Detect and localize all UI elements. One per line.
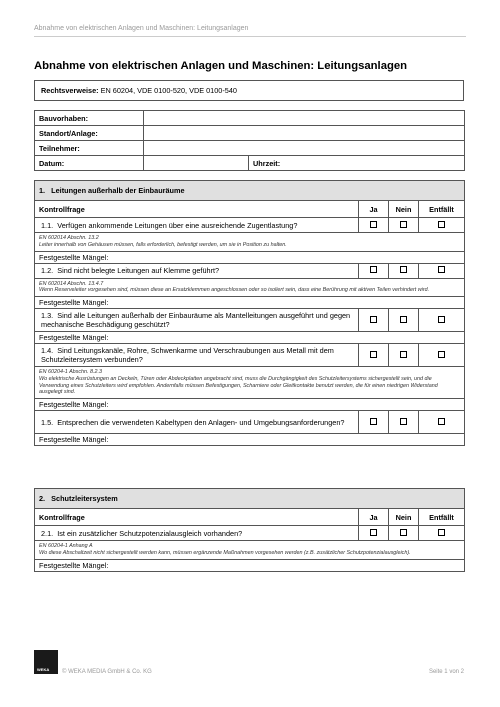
col-ja: Ja: [359, 201, 389, 218]
col-kontrollfrage-2: Kontrollfrage: [35, 509, 359, 526]
checkbox-1-4-nein[interactable]: [400, 351, 407, 358]
standort-label: Standort/Anlage:: [35, 126, 144, 141]
maengel-1-3[interactable]: Festgestellte Mängel:: [35, 332, 465, 344]
running-header: Abnahme von elektrischen Anlagen und Maschinen: Leitungsanlagen: [34, 25, 249, 32]
note-2-1: [35, 541, 465, 560]
teilnehmer-label: Teilnehmer:: [35, 141, 144, 156]
note-text-1-4: Wo elektrische Ausrüstungen an Deckeln, Türen oder Abdeckplatten angebracht sind, muss die Durchgängigkeit des Schutzleitersystems sichergestellt sein, und die Verwendung eines Schutzleiters wird empfohlen. Andernfalls müssen Befestigungen, Scharniere oder Gleitkontakte benutzt werden, die für einen niedrigen Widerstand ausgelegt sind.: [39, 375, 438, 396]
reference-value: EN 60204, VDE 0100-520, VDE 0100-540: [100, 86, 237, 95]
section-1: [34, 180, 464, 446]
checkbox-2-1-nein[interactable]: [400, 529, 407, 536]
checkbox-1-2-entfaellt[interactable]: [438, 266, 445, 273]
col-nein-2: Nein: [389, 509, 419, 526]
ref-1-1: EN 602014 Abschn. 13.2: [39, 235, 99, 241]
maengel-1-4[interactable]: Festgestellte Mängel:: [35, 399, 465, 411]
note-text-1-2: Wenn Reserveleiter vorgesehen sind, müssen diese an Ersatzklemmen angeschlossen oder so isoliert sein, dass eine Berührung mit aktiven Teilen verhindert wird.: [39, 287, 430, 294]
uhrzeit-field[interactable]: [249, 156, 465, 171]
question-1-5: 1.5. Entsprechen die verwendeten Kabeltypen den Anlagen- und Umgebungsanforderungen?: [35, 411, 359, 434]
page-title: Abnahme von elektrischen Anlagen und Maschinen: Leitungsanlagen: [34, 60, 408, 72]
ref-2-1: EN 60204-1 Anhang A: [39, 543, 93, 549]
col-kontrollfrage: Kontrollfrage: [35, 201, 359, 218]
checkbox-1-1-nein[interactable]: [400, 221, 407, 228]
checkbox-1-1-entfaellt[interactable]: [438, 221, 445, 228]
teilnehmer-field[interactable]: [144, 141, 465, 156]
col-nein: Nein: [389, 201, 419, 218]
note-1-4: [35, 367, 465, 399]
checkbox-1-5-entfaellt[interactable]: [438, 418, 445, 425]
col-entfaellt: Entfällt: [419, 201, 465, 218]
standort-field[interactable]: [144, 126, 465, 141]
datum-field[interactable]: [144, 156, 249, 171]
maengel-1-1[interactable]: Festgestellte Mängel:: [35, 251, 465, 263]
maengel-2-1[interactable]: Festgestellte Mängel:: [35, 559, 465, 571]
question-2-1: 2.1. Ist ein zusätzlicher Schutzpotenzialausgleich vorhanden?: [35, 526, 359, 541]
checkbox-1-4-entfaellt[interactable]: [438, 351, 445, 358]
question-1-2: 1.2. Sind nicht belegte Leitungen auf Klemme geführt?: [35, 263, 359, 278]
maengel-1-2[interactable]: Festgestellte Mängel:: [35, 297, 465, 309]
section-2-title: 2. Schutzleitersystem: [35, 489, 465, 509]
reference-box: [34, 80, 464, 101]
checkbox-1-4-ja[interactable]: [370, 351, 377, 358]
bauvorhaben-field[interactable]: [144, 111, 465, 126]
question-1-1: 1.1. Verfügen ankommende Leitungen über eine ausreichende Zugentlastung?: [35, 218, 359, 233]
note-text-2-1: Wo diese Abschaltzeit nicht sichergestellt werden kann, müssen ergänzende Maßnahmen vorgesehen werden (z.B. zusätzlicher Schutzpotenzialausgleich).: [39, 549, 411, 556]
checkbox-2-1-entfaellt[interactable]: [438, 529, 445, 536]
question-1-4: 1.4. Sind Leitungskanäle, Rohre, Schwenkarme und Verschraubungen aus Metall mit dem Schutzleitersystem verbunden?: [35, 344, 359, 367]
note-1-2: [35, 278, 465, 297]
note-1-1: [35, 233, 465, 252]
checkbox-1-1-ja[interactable]: [370, 221, 377, 228]
uhrzeit-label: Uhrzeit:: [253, 158, 281, 168]
maengel-1-5[interactable]: Festgestellte Mängel:: [35, 434, 465, 446]
checkbox-1-5-nein[interactable]: [400, 418, 407, 425]
ref-1-2: EN 602014 Abschn. 13.4.7: [39, 280, 104, 287]
checkbox-1-5-ja[interactable]: [370, 418, 377, 425]
question-1-3: 1.3. Sind alle Leitungen außerhalb der Einbauräume als Mantelleitungen ausgeführt und gegen mechanische Beschädigung geschützt?: [35, 309, 359, 332]
page-number: Seite 1 von 2: [428, 669, 464, 675]
datum-label: Datum:: [35, 156, 144, 171]
section-2: [34, 488, 464, 572]
checkbox-1-2-nein[interactable]: [400, 266, 407, 273]
checkbox-2-1-ja[interactable]: [370, 529, 377, 536]
checkbox-1-3-ja[interactable]: [370, 316, 377, 323]
note-text-1-1: Leiter innerhalb von Gehäusen müssen, falls erforderlich, befestigt werden, um sie in Position zu halten.: [39, 241, 287, 248]
checkbox-1-2-ja[interactable]: [370, 266, 377, 273]
reference-label: Rechtsverweise:: [41, 86, 99, 95]
weka-logo: [34, 650, 58, 674]
col-ja-2: Ja: [359, 509, 389, 526]
logo-text: WEKA: [37, 667, 50, 672]
ref-1-4: EN 60204-1 Abschn. 8.2.3: [39, 369, 103, 375]
checkbox-1-3-entfaellt[interactable]: [438, 316, 445, 323]
checkbox-1-3-nein[interactable]: [400, 316, 407, 323]
bauvorhaben-label: Bauvorhaben:: [35, 111, 144, 126]
header-divider: [34, 36, 466, 37]
copyright: © WEKA MEDIA GmbH & Co. KG: [62, 669, 152, 675]
section-1-title: 1. Leitungen außerhalb der Einbauräume: [35, 181, 465, 201]
info-table: [34, 110, 464, 171]
col-entfaellt-2: Entfällt: [419, 509, 465, 526]
